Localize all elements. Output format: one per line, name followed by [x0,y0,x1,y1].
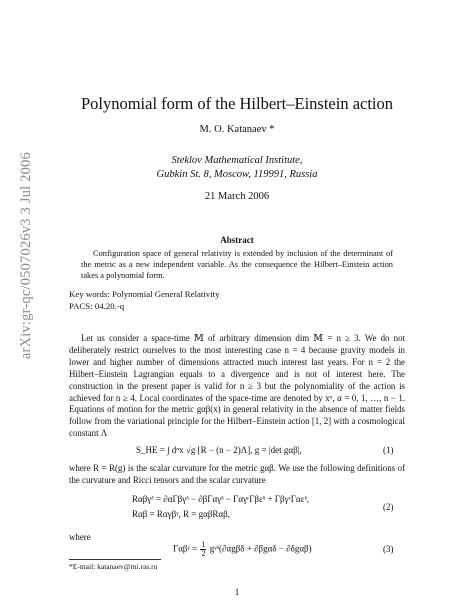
footnote-divider [69,559,161,560]
equation-2-line-2: Rαβ = Rαγβᵞ, R = gαβRαβ, [132,509,230,519]
equation-3-number: (3) [383,544,394,554]
equation-3-fraction [200,541,206,558]
keywords-block [69,288,220,312]
arxiv-identifier: arXiv:gr-qc/0507026v3 3 Jul 2006 [18,152,34,360]
paper-date: 21 March 2006 [204,191,270,202]
fraction-denominator: 2 [201,549,206,558]
body-paragraph-1: Let us consider a space-time 𝕄 of arbitrary dimension dim 𝕄 = n ≥ 3. We do not deliberately restrict ourselves to the most interesting case n = 4 because gravity models in lower and higher number of dimensions attracted much interest last years. For n = 2 the Hilbert–Einstein Lagrangian equals to a divergence and is not of interest here. The construction in the present paper is valid for n ≥ 3 but the polynomiality of the action is achieved for n ≥ 4. Local coordinates of the space-time are denoted by xᵅ, α = 0, 1, …, n − 1. Equations of motion for the metric gαβ(x) in general relativity in the absence of matter fields follow from the variational principle for the Hilbert–Einstein action [1, 2] with a cosmological constant Λ [69,333,405,439]
abstract-heading: Abstract [220,235,254,245]
abstract-text: Configuration space of general relativity is extended by inclusion of the determinant of the metric as a new independent variable. As the consequence the Hilbert–Einstein action takes a polynomial form. [81,249,393,280]
equation-1-number: (1) [383,445,394,455]
author-name: M. O. Katanaev * [199,124,275,135]
body-paragraph-2: where R = R(g) is the scalar curvature for the metric gαβ. We use the following definitions of the curvature and Ricci tensors and the scalar curvature [69,463,405,485]
keywords-line: Key words: Polynomial General Relativity [69,289,220,299]
equation-1: S_HE = ∫ dⁿx √g [R − (n − 2)Λ], g = |det gαβ|, [136,445,302,455]
institute-line-1: Steklov Mathematical Institute, [171,155,303,166]
equation-3 [173,541,312,558]
pacs-line: PACS: 04.20.-q [69,301,125,311]
paper-title: Polynomial form of the Hilbert–Einstein action [80,94,394,113]
institute-line-2: Gubkin St. 8, Moscow, 119991, Russia [156,169,318,180]
equation-2-line-1: Rαβγᵟ = ∂αΓβγᵟ − ∂βΓαγᵟ − ΓαγᵋΓβεᵟ + ΓβγᵋΓαεᵟ, [132,494,310,504]
fraction-numerator: 1 [201,540,206,549]
equation-2-number: (2) [383,502,394,512]
page-number: 1 [234,587,240,597]
equation-3-rhs: gᵞᵟ(∂αgβδ + ∂βgαδ − ∂δgαβ) [209,543,312,554]
equation-3-lhs: Γαβᵞ = [173,543,198,554]
footnote-email: *E-mail: katanaev@mi.ras.ru [69,562,158,571]
body-paragraph-3: where [69,532,91,542]
